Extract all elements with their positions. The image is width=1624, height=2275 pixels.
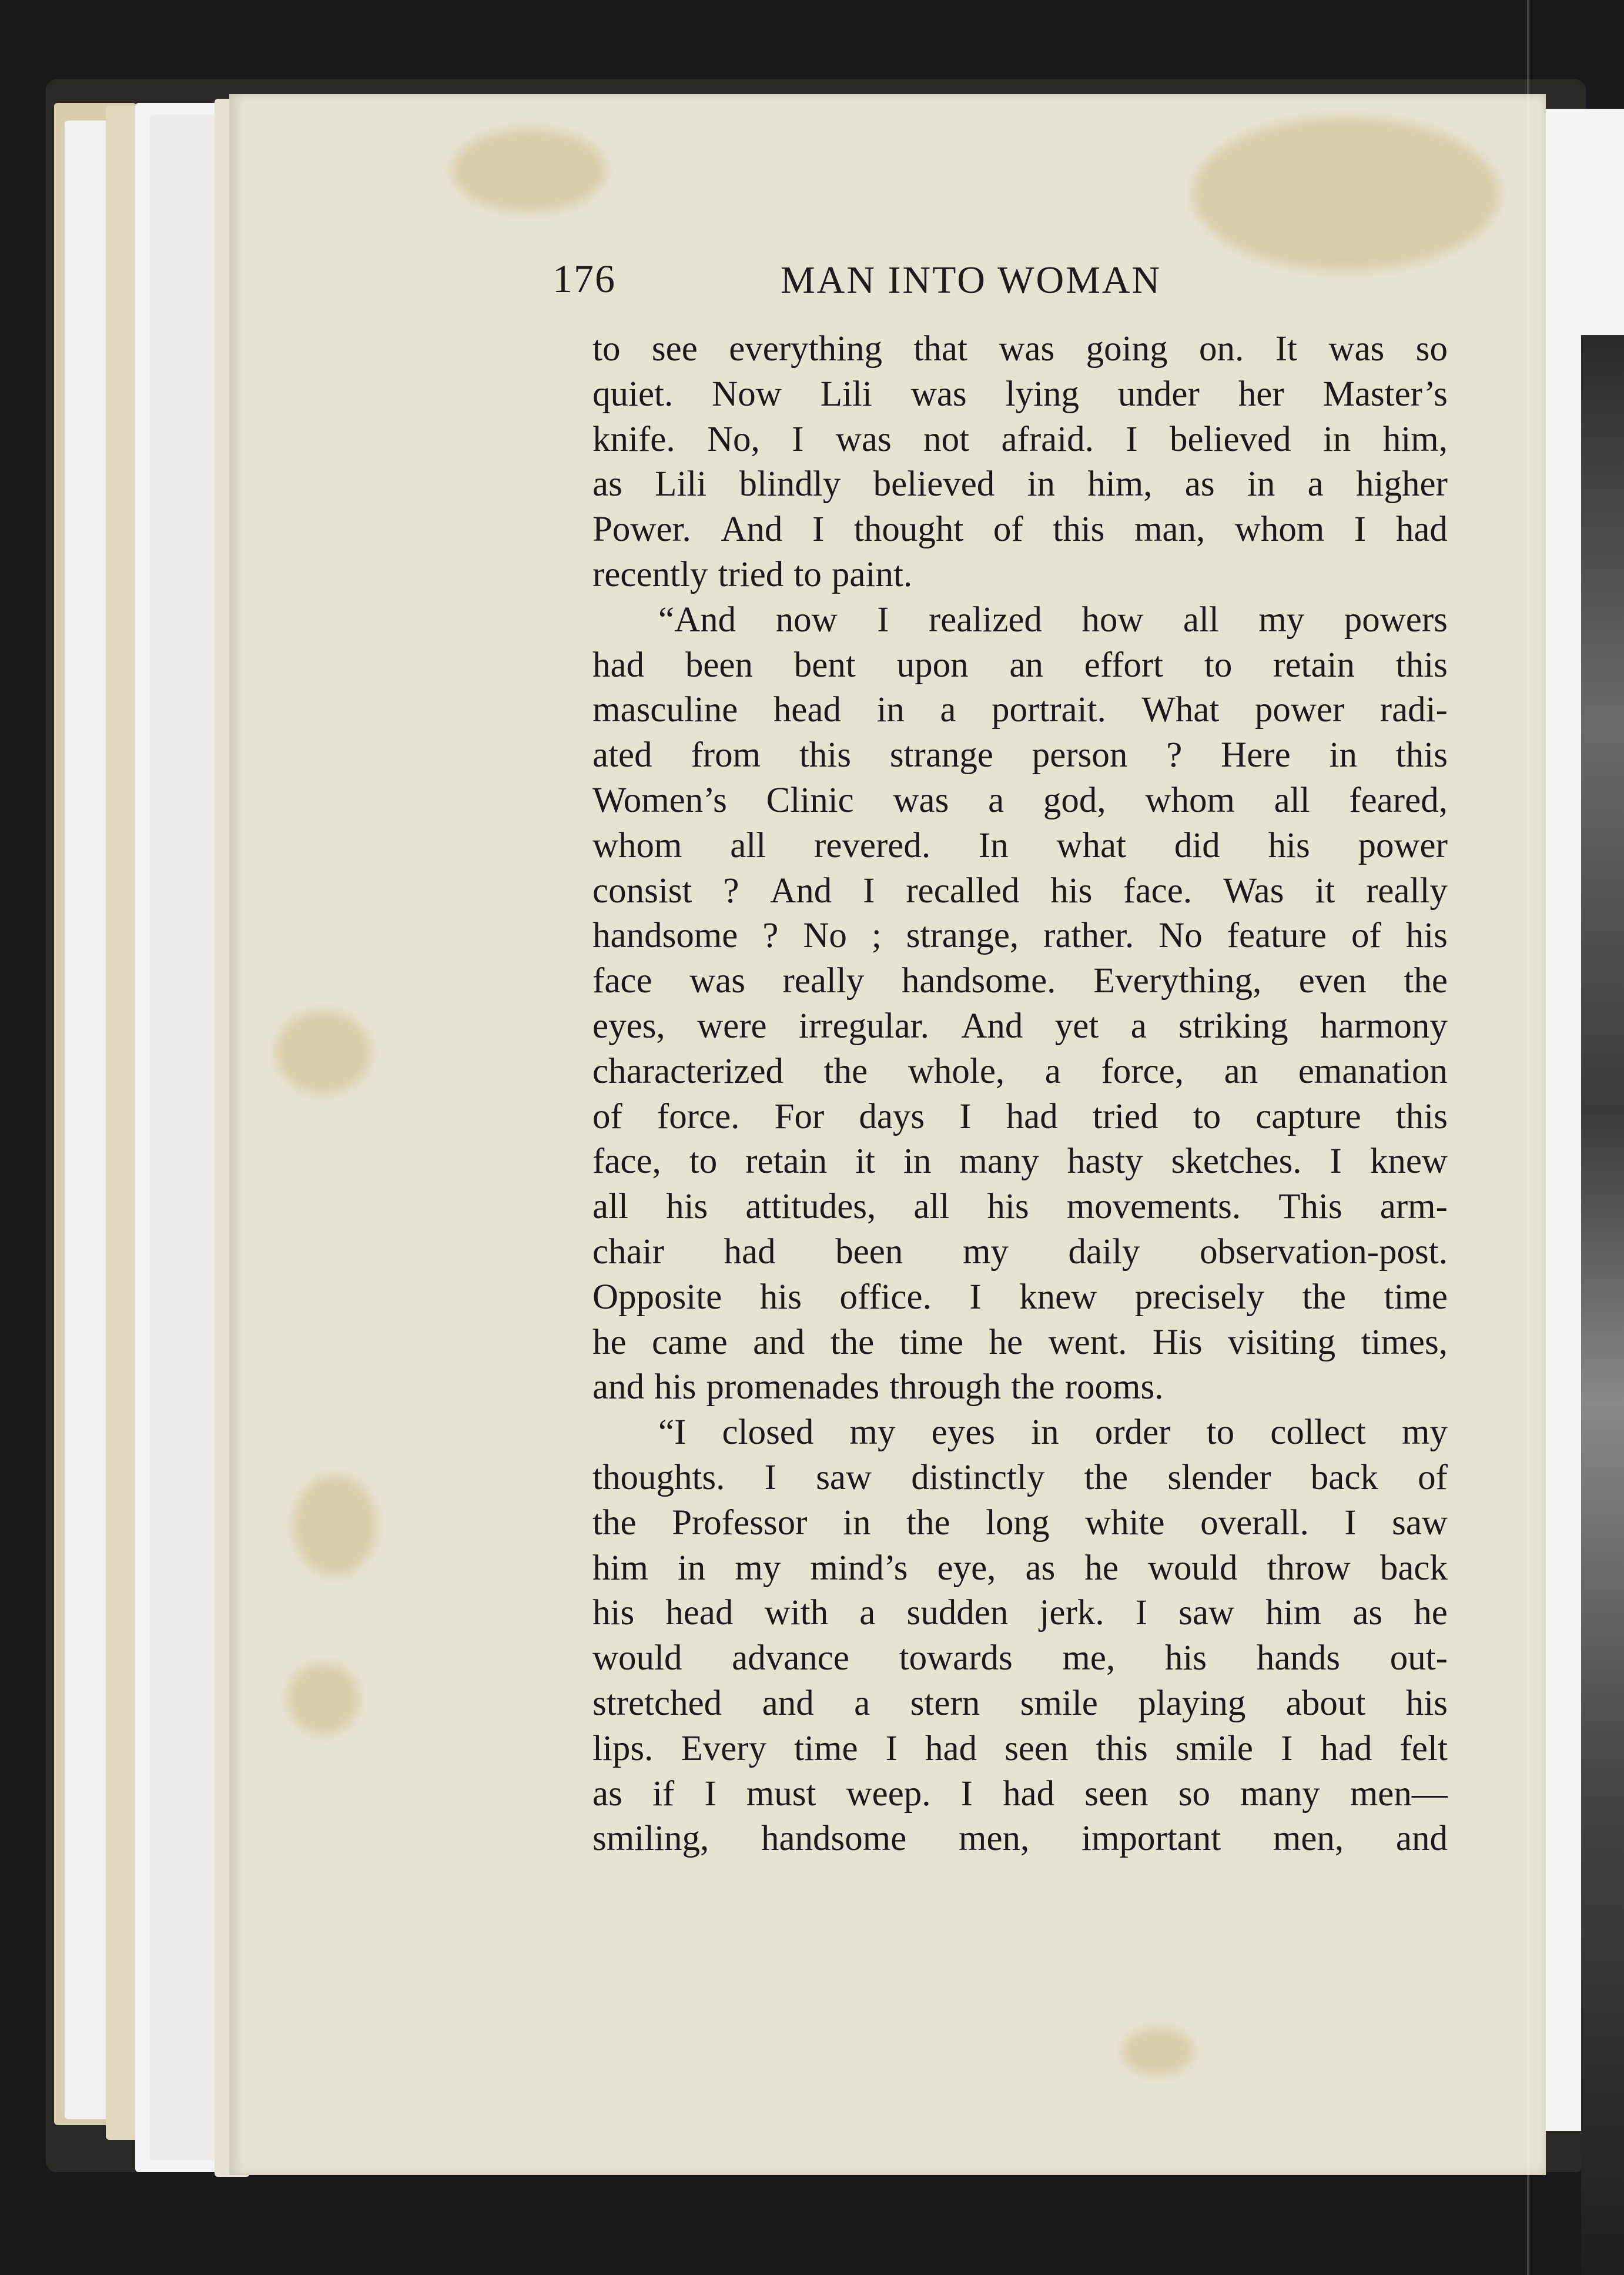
text-line: the Professor in the long white overall. I saw <box>592 1503 1448 1543</box>
text-line: masculine head in a portrait. What power radi- <box>592 690 1448 730</box>
text-line: as if I must weep. I had seen so many men— <box>592 1774 1448 1814</box>
text-line: as Lili blindly believed in him, as in a higher <box>592 464 1448 504</box>
text-line: recently tried to paint. <box>592 554 913 594</box>
foxing-stain <box>276 1011 370 1093</box>
text-line: all his attitudes, all his movements. This arm- <box>592 1187 1448 1227</box>
foxing-stain <box>453 129 605 212</box>
foxing-stain <box>1123 2028 1193 2075</box>
text-line: him in my mind’s eye, as he would throw back <box>592 1548 1448 1588</box>
text-line: knife. No, I was not afraid. I believed in him, <box>592 419 1448 459</box>
text-line: to see everything that was going on. It was so <box>592 329 1448 369</box>
text-line: thoughts. I saw distinctly the slender back of <box>592 1457 1448 1497</box>
text-line: whom all revered. In what did his power <box>592 825 1448 865</box>
foxing-stain <box>1193 118 1499 270</box>
text-line: ated from this strange person ? Here in this <box>592 735 1448 775</box>
text-line: stretched and a stern smile playing about his <box>592 1683 1448 1723</box>
text-line: and his promenades through the rooms. <box>592 1367 1164 1407</box>
text-line: “I closed my eyes in order to collect my <box>658 1413 1448 1453</box>
text-line: of force. For days I had tried to capture this <box>592 1096 1448 1136</box>
text-line: Opposite his office. I knew precisely the time <box>592 1277 1448 1317</box>
text-line: characterized the whole, a force, an emanation <box>592 1051 1448 1091</box>
scanner-glass-edge <box>1527 0 1529 2275</box>
text-line: would advance towards me, his hands out- <box>592 1638 1448 1678</box>
text-line: face, to retain it in many hasty sketches. I knew <box>592 1142 1448 1182</box>
text-line: Power. And I thought of this man, whom I had <box>592 510 1448 550</box>
text-line: had been bent upon an effort to retain this <box>592 645 1448 685</box>
running-title: MAN INTO WOMAN <box>781 259 1162 302</box>
text-line: chair had been my daily observation-post. <box>592 1232 1448 1272</box>
facing-photo-plate <box>1581 335 1624 2275</box>
foxing-stain <box>288 1664 359 1734</box>
text-line: quiet. Now Lili was lying under her Master’s <box>592 374 1448 414</box>
foxing-stain <box>294 1476 376 1575</box>
text-line: lips. Every time I had seen this smile I had felt <box>592 1728 1448 1768</box>
text-line: “And now I realized how all my powers <box>658 600 1448 640</box>
text-line: face was really handsome. Everything, even the <box>592 961 1448 1001</box>
text-line: consist ? And I recalled his face. Was it really <box>592 871 1448 911</box>
body-text <box>592 327 1448 1862</box>
text-line: his head with a sudden jerk. I saw him as he <box>592 1593 1448 1633</box>
text-line: eyes, were irregular. And yet a striking harmony <box>592 1006 1448 1046</box>
text-line: Women’s Clinic was a god, whom all feared, <box>592 780 1448 820</box>
page-number: 176 <box>553 256 616 301</box>
text-line: smiling, handsome men, important men, and <box>592 1819 1448 1859</box>
text-line: he came and the time he went. His visiting times, <box>592 1322 1448 1362</box>
text-line: handsome ? No ; strange, rather. No feature of his <box>592 916 1448 956</box>
running-head <box>553 256 1246 309</box>
